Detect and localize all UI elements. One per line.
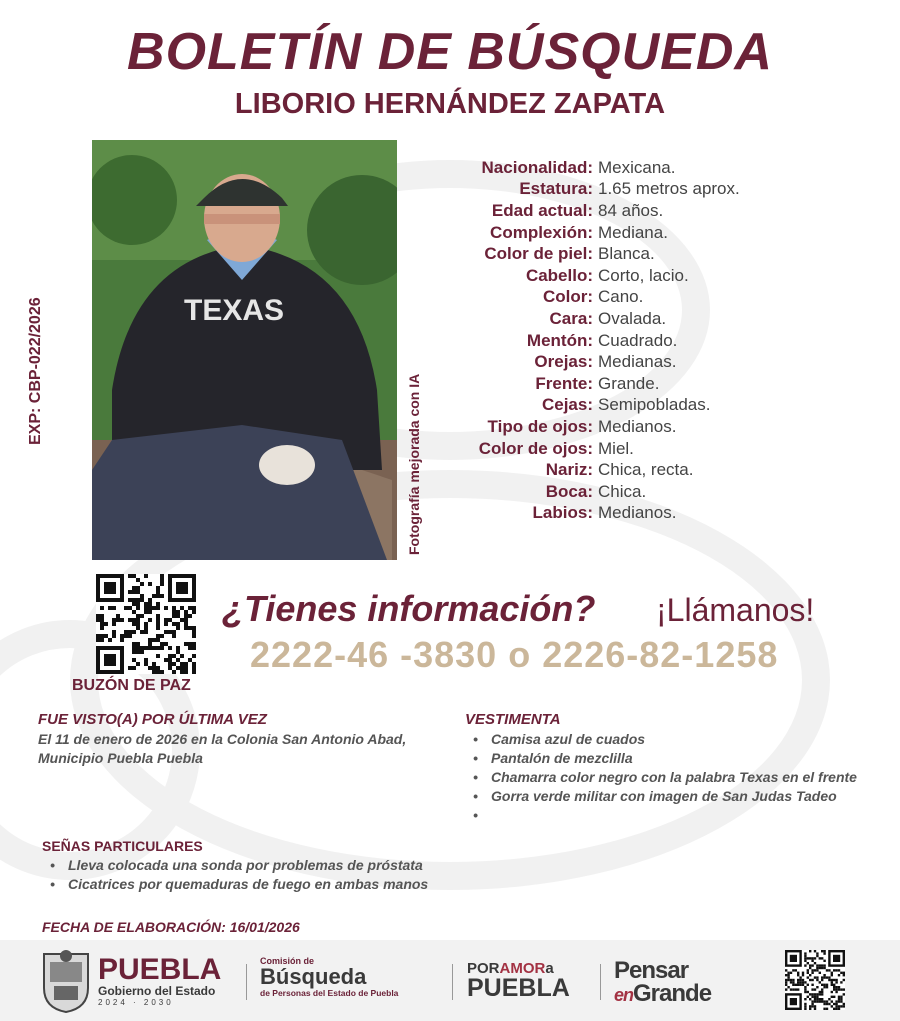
qr-code-icon[interactable] [96,574,196,674]
gobierno-label: Gobierno del Estado [98,984,216,998]
trait-value: Cuadrado. [598,330,678,350]
amor-label: AMOR [499,960,546,977]
trait-value: Semipobladas. [598,395,711,415]
trait-label: Orejas: [534,352,593,372]
trait-row [430,287,870,309]
trait-row [430,222,870,244]
trait-row [430,265,870,287]
trait-row [430,459,870,481]
trait-value: Ovalada. [598,308,667,328]
trait-value: Medianos. [598,416,677,436]
trait-label: Estatura: [519,179,593,199]
comision-big-label: Búsqueda [260,964,367,989]
trait-row [430,200,870,222]
footer-logos [0,940,900,1021]
grande-label: Grande [633,980,712,1007]
marks-list [48,856,562,894]
call-us-text: ¡Llámanos! [656,592,815,628]
years-label: 2024 · 2030 [98,998,174,1007]
list-item: • Lleva colocada una sonda por problemas de próstata [48,856,562,875]
divider [246,964,247,1000]
photo-ai-note: Fotografía mejorada con IA [406,373,422,555]
clothing-section [465,711,880,825]
trait-label: Cabello: [525,265,593,285]
puebla-wordmark: PUEBLA [98,953,222,986]
list-item: • Chamarra color negro con la palabra Texas en el frente [473,768,880,787]
marks-heading: SEÑAS PARTICULARES [42,838,203,854]
trait-label: Color de ojos: [478,438,593,458]
trait-value: 84 años. [598,200,664,220]
trait-label: Mentón: [526,330,593,350]
divider [452,964,453,1000]
trait-value: Chica. [598,481,647,501]
trait-value: Medianos. [598,503,677,523]
por-amor-puebla-logo [467,962,570,1000]
clothing-heading: VESTIMENTA [465,711,561,728]
en-label: en [614,985,634,1005]
list-item [473,806,880,825]
footer-qr-code-icon[interactable] [785,950,845,1010]
trait-row [430,243,870,265]
trait-label: Cara: [549,308,593,328]
trait-label: Labios: [532,503,593,523]
trait-label: Tipo de ojos: [487,416,593,436]
trait-label: Complexión: [490,222,593,242]
a-label: a [545,960,554,977]
puebla-government-logo [98,953,222,1007]
bulletin-title: BOLETÍN DE BÚSQUEDA [127,23,773,81]
puebla2-label: PUEBLA [467,974,570,1002]
trait-value: Chica, recta. [598,460,694,480]
trait-value: Blanca. [598,244,655,264]
last-seen-heading: FUE VISTO(A) POR ÚLTIMA VEZ [38,711,267,728]
trait-label: Edad actual: [491,200,593,220]
list-item: • Camisa azul de cuados [473,730,880,749]
trait-label: Color: [542,287,593,307]
trait-row [430,330,870,352]
trait-value: Corto, lacio. [598,265,689,285]
trait-label: Boca: [545,481,593,501]
trait-row [430,373,870,395]
comision-busqueda-logo [260,956,398,998]
pensar-en-grande-logo [614,957,712,1007]
divider [600,964,601,1000]
physical-traits-list [430,157,870,524]
trait-row [430,395,870,417]
trait-label: Nacionalidad: [481,157,593,177]
trait-row [430,481,870,503]
trait-value: Mexicana. [598,157,676,177]
list-item: • Gorra verde militar con imagen de San Judas Tadeo [473,787,880,806]
list-item: • Cicatrices por quemaduras de fuego en ambas manos [48,875,562,894]
last-seen-text: El 11 de enero de 2026 en la Colonia San Antonio Abad, Municipio Puebla Puebla [38,731,407,766]
list-item: • Pantalón de mezclilla [473,749,880,768]
trait-row [430,438,870,460]
trait-value: Grande. [598,373,660,393]
state-seal-icon [40,948,92,1014]
missing-person-name: LIBORIO HERNÁNDEZ ZAPATA [234,88,666,120]
trait-label: Color de piel: [484,244,593,264]
phone-numbers[interactable]: 2222-46 -3830 o 2226-82-1258 [250,634,779,675]
trait-value: Mediana. [598,222,668,242]
comision-sub-label: de Personas del Estado de Puebla [260,988,399,998]
trait-row [430,351,870,373]
trait-row [430,157,870,179]
trait-value: Medianas. [598,352,677,372]
shirt-text: TEXAS [184,294,285,327]
clothing-list [473,730,880,825]
last-seen-section [38,711,438,768]
trait-label: Nariz: [545,460,593,480]
pensar-label: Pensar [614,957,689,984]
trait-label: Cejas: [541,395,593,415]
particular-marks-section [42,838,562,894]
trait-value: Miel. [598,438,634,458]
por-label: POR [467,960,500,977]
trait-row [430,308,870,330]
elaboration-date: FECHA DE ELABORACIÓN: 16/01/2026 [42,919,300,935]
buzon-de-paz-label: BUZÓN DE PAZ [72,677,191,694]
trait-row [430,503,870,525]
trait-value: Cano. [598,287,644,307]
person-photo [92,140,397,560]
trait-row [430,179,870,201]
info-question: ¿Tienes información? [222,588,596,629]
trait-label: Frente: [535,373,593,393]
expediente-number: EXP: CBP-022/2026 [27,297,44,445]
trait-value: 1.65 metros aprox. [598,179,740,199]
trait-row [430,416,870,438]
comision-small-label: Comisión de [260,956,315,966]
